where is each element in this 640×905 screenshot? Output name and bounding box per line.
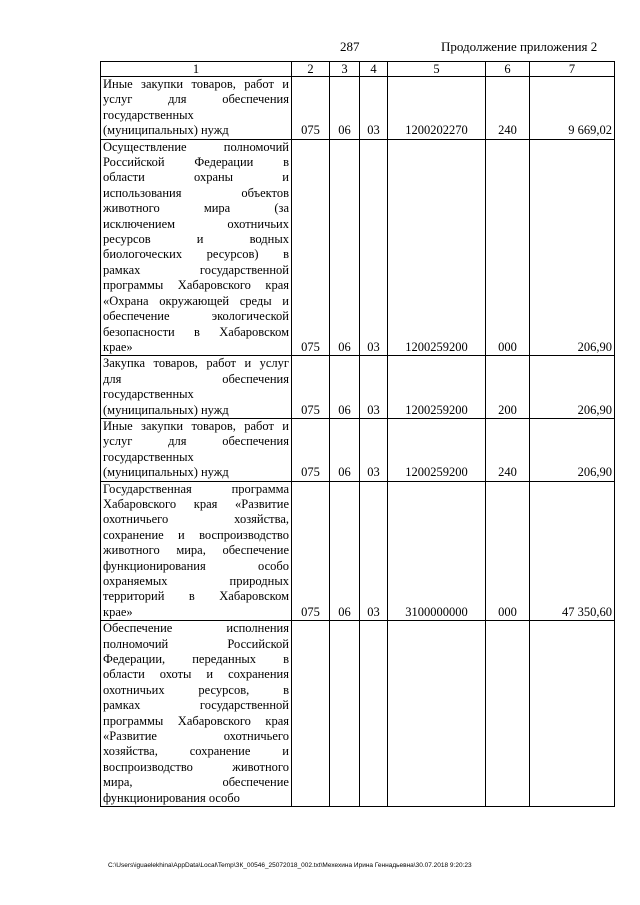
description-line: безопасности в Хабаровском [103,324,289,339]
description-line: области охраны и [103,170,289,185]
description-line: крае» [103,339,133,354]
description-line: для обеспечения [103,371,289,386]
description-line: программы Хабаровского края [103,278,289,293]
cell-col-6: 200 [486,356,530,419]
cell-col-3: 06 [330,77,360,140]
description-line: государственных [103,449,194,464]
description-line: «Развитие охотничьего [103,729,289,744]
cell-col-7: 206,90 [530,139,615,356]
description-line: услуг для обеспечения [103,434,289,449]
cell-col-7: 47 350,60 [530,481,615,621]
cell-col-3 [330,621,360,807]
row-description [101,418,292,481]
description-line: «Охрана окружающей среды и [103,293,289,308]
description-line: крае» [103,604,133,619]
description-line: Иные закупки товаров, работ и [103,77,289,91]
description-line: животного мира (за [103,201,289,216]
cell-col-4: 03 [360,77,388,140]
cell-col-6: 240 [486,418,530,481]
cell-col-5: 3100000000 [388,481,486,621]
table-row [101,139,615,356]
description-line: Иные закупки товаров, работ и [103,418,289,433]
table-row [101,77,615,140]
cell-col-2 [292,621,330,807]
description-line: рамках государственной [103,262,289,277]
table-row [101,481,615,621]
description-line: Российской Федерации в [103,155,289,170]
row-description [101,139,292,356]
cell-col-5 [388,621,486,807]
description-line: обеспечение экологической [103,309,289,324]
description-line: программы Хабаровского края [103,713,289,728]
cell-col-7: 206,90 [530,418,615,481]
description-line: функционирования особо [103,790,240,805]
budget-table [100,61,615,807]
description-line: Государственная программа [103,481,289,496]
description-line: (муниципальных) нужд [103,402,229,417]
page-number: 287 [340,39,360,54]
cell-col-5: 1200259200 [388,356,486,419]
cell-col-2: 075 [292,418,330,481]
table-row [101,418,615,481]
row-description [101,621,292,807]
description-line: Закупка товаров, работ и услуг [103,356,289,371]
description-line: функционирования особо [103,558,289,573]
table-row [101,356,615,419]
cell-col-7: 9 669,02 [530,77,615,140]
header-row [101,62,615,77]
cell-col-6: 240 [486,77,530,140]
row-description [101,77,292,140]
description-line: государственных [103,107,194,122]
cell-col-6 [486,621,530,807]
cell-col-4: 03 [360,481,388,621]
cell-col-3: 06 [330,356,360,419]
cell-col-6: 000 [486,139,530,356]
description-line: ресурсов и водных [103,232,289,247]
description-line: мира, обеспечение [103,775,289,790]
description-line: полномочий Российской [103,636,289,651]
description-line: (муниципальных) нужд [103,465,229,480]
description-line: использования объектов [103,185,289,200]
cell-col-4: 03 [360,418,388,481]
cell-col-7: 206,90 [530,356,615,419]
description-line: Осуществление полномочий [103,139,289,154]
cell-col-6: 000 [486,481,530,621]
column-header: 4 [360,62,388,77]
row-description [101,356,292,419]
description-line: территорий в Хабаровском [103,589,289,604]
description-line: услуг для обеспечения [103,92,289,107]
continuation-label: Продолжение приложения 2 [441,39,598,54]
description-line: Хабаровского края «Развитие [103,496,289,511]
cell-col-5: 1200202270 [388,77,486,140]
description-line: охраняемых природных [103,574,289,588]
cell-col-4 [360,621,388,807]
cell-col-2: 075 [292,139,330,356]
row-description [101,481,292,621]
description-line: животного мира, обеспечение [103,543,289,558]
cell-col-4: 03 [360,139,388,356]
description-line: Обеспечение исполнения [103,621,289,636]
description-line: охотничьих ресурсов, в [103,682,289,697]
cell-col-3: 06 [330,418,360,481]
cell-col-5: 1200259200 [388,418,486,481]
cell-col-5: 1200259200 [388,139,486,356]
description-line: рамках государственной [103,698,289,713]
cell-col-3: 06 [330,481,360,621]
description-line: исключением охотничьих [103,216,289,231]
column-header: 6 [486,62,530,77]
description-line: биологоческих ресурсов) в [103,247,289,262]
cell-col-4: 03 [360,356,388,419]
cell-col-2: 075 [292,356,330,419]
description-line: сохранение и воспроизводство [103,527,289,542]
cell-col-7 [530,621,615,807]
description-line: (муниципальных) нужд [103,123,229,138]
table-row [101,621,615,807]
column-header: 2 [292,62,330,77]
description-line: хозяйства, сохранение и [103,744,289,759]
column-header: 7 [530,62,615,77]
description-line: государственных [103,387,194,402]
description-line: воспроизводство животного [103,759,289,774]
description-line: Федерации, переданных в [103,652,289,667]
column-header: 3 [330,62,360,77]
description-line: области охоты и сохранения [103,667,289,682]
column-header: 5 [388,62,486,77]
footer-file-path: C:\Users\iguaelekhina\AppData\Local\Temp\ЗК_00546_25072018_002.txt\Мехехина Ирина Геннадьевна\30.07.2018 9:20:23 [108,862,472,869]
cell-col-2: 075 [292,77,330,140]
column-header: 1 [101,62,292,77]
description-line: охотничьего хозяйства, [103,512,289,527]
cell-col-3: 06 [330,139,360,356]
cell-col-2: 075 [292,481,330,621]
